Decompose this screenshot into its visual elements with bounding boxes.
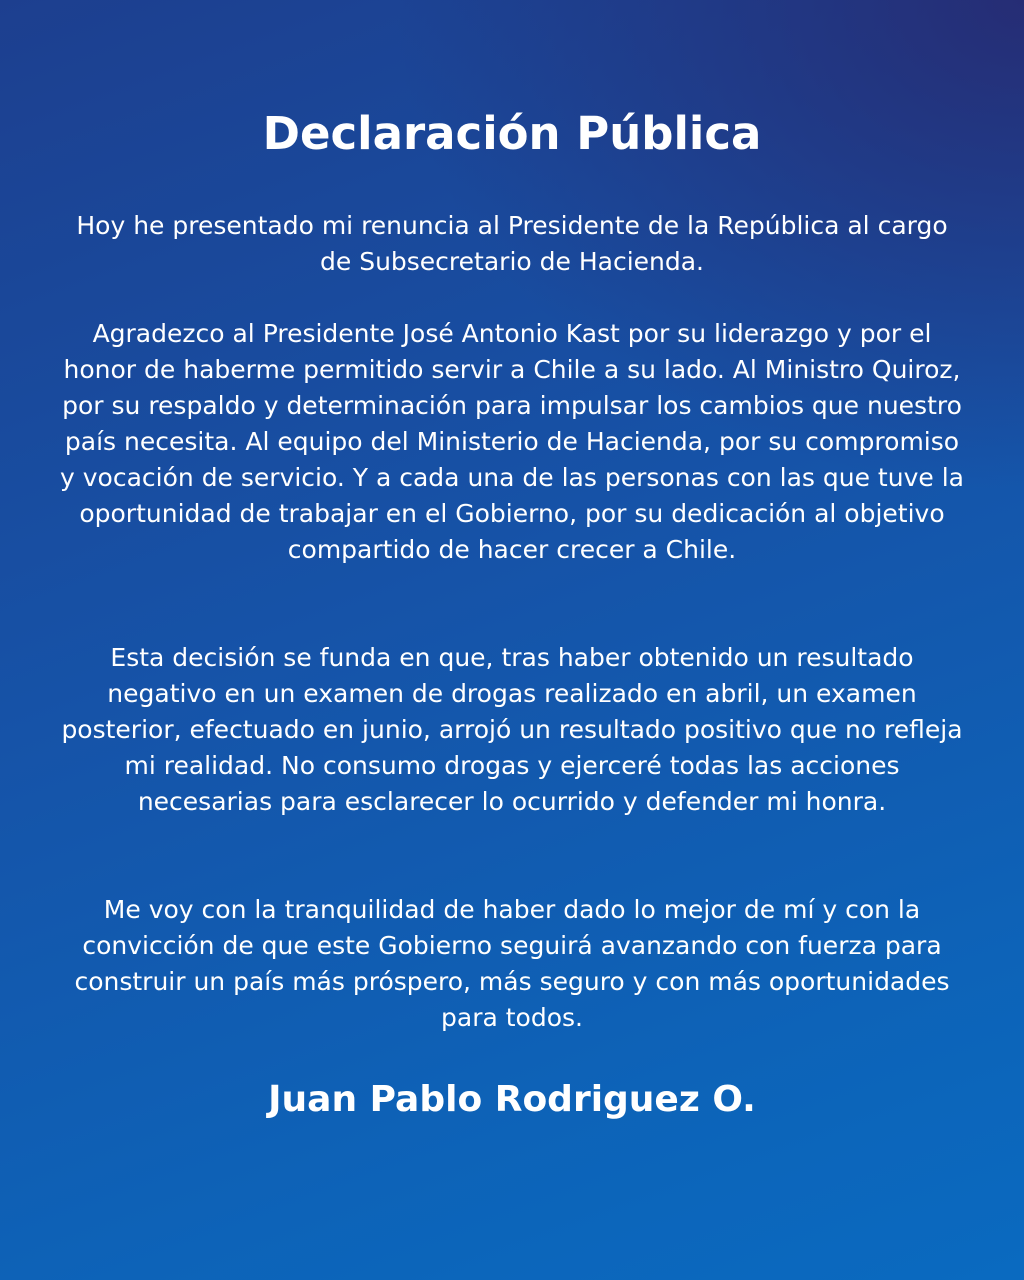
paragraph-closing: Me voy con la tranquilidad de haber dado lo mejor de mí y con la convicción de que este Gobierno seguirá avanzando con fuerza para construir un país más próspero, más seguro y con más oportunidades para todos.: [74, 895, 950, 1032]
signature: Juan Pablo Rodriguez O.: [268, 1079, 756, 1120]
paragraph-thanks: Agradezco al Presidente José Antonio Kast por su liderazgo y por el honor de haberme permitido servir a Chile a su lado. Al Ministro Quiroz, por su respaldo y determinación para impulsar los cambios que nuestro país necesita. Al equipo del Ministerio de Hacienda, por su compromiso y vocación de servicio. Y a cada una de las personas con las que tuve la oportunidad de trabajar en el Gobierno, por su dedicación al objetivo compartido de hacer crecer a Chile.: [60, 319, 964, 564]
page-title: Declaración Pública: [262, 107, 762, 160]
paragraph-reason: Esta decisión se funda en que, tras haber obtenido un resultado negativo en un examen de drogas realizado en abril, un examen posterior, efectuado en junio, arrojó un resultado positivo que no refleja mi realidad. No consumo drogas y ejerceré todas las acciones necesarias para esclarecer lo ocurrido y defender mi honra.: [61, 643, 963, 816]
paragraph-resignation: Hoy he presentado mi renuncia al Presidente de la República al cargo de Subsecretario de Hacienda.: [76, 211, 948, 276]
